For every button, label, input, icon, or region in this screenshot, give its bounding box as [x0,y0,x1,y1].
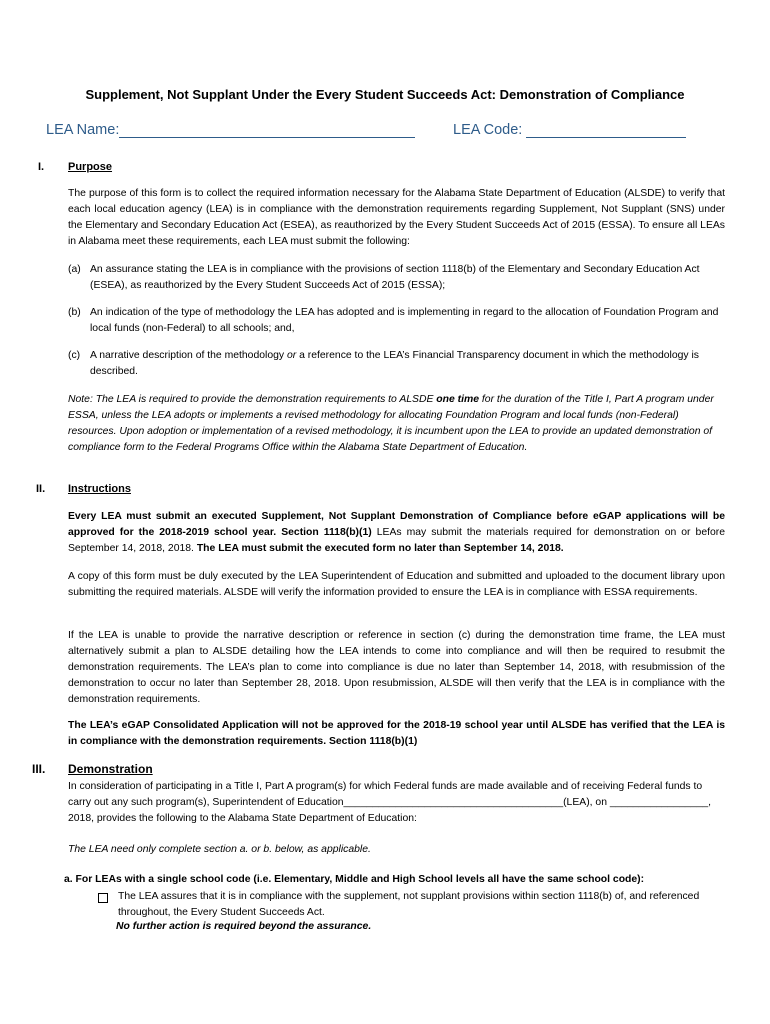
demo-text: , 2018, provides the following to the Alabama State Department of Education: [68,797,712,824]
section-1-heading: Purpose [68,161,113,173]
note-text: for the duration of the Title I, Part A program under ESSA, unless the LEA adopts or implements a revised methodology for allocating Foundation Program and local funds (non-Federal) resources. Upon adoption or implementation of a revised methodology, it is incumbent upon the LEA to provide an updated demonstration of compliance form to the Federal Programs Office within the Alabama State Department of Education. [68,394,714,453]
item-text [90,348,725,380]
purpose-note [68,392,725,456]
demonstration-p1 [68,779,725,827]
date-blank[interactable]: _________________ [609,797,709,808]
demonstration-instruction: The LEA need only complete section a. or b. below, as applicable. [68,844,371,855]
note-text: Note: The LEA is required to provide the demonstration requirements to ALSDE [68,394,437,405]
lea-code-field[interactable] [453,122,686,138]
section-3-heading: Demonstration [68,762,153,776]
purpose-item-c [68,348,725,380]
note-emphasis: one time [436,394,480,405]
instructions-bold: The LEA must submit the executed form no later than September 14, 2018. [196,543,564,554]
section-1-number: I. [38,161,45,173]
option-a-assurance: The LEA assures that it is in compliance with the supplement, not supplant provisions within section 1118(b) of, and referenced throughout, the Every Student Succeeds Act. [118,891,700,918]
instructions-p3: If the LEA is unable to provide the narrative description or reference in section (c) during the demonstration time frame, the LEA must alternatively submit a plan to ALSDE detailing how the LEA intends to come into compliance and will then be required to resubmit the demonstration requirements. The LEA’s plan to come into compliance is due no later than September 14, 2018, with resubmission of the demonstration to occur no later than September 28, 2018. Upon resubmission, ALSDE will then verify that the LEA is in compliance with the demonstration requirements. [68,630,725,705]
item-label: (b) [68,307,81,318]
purpose-item-b [68,305,725,337]
section-2-heading: Instructions [68,483,131,495]
item-label: (c) [68,350,81,361]
section-3-number: III. [32,762,46,776]
instructions-p4: The LEA’s eGAP Consolidated Application will not be approved for the 2018-19 school year until ALSDE has verified that the LEA is in compliance with the demonstration requirements. Section 1118(b)(1) [68,720,725,747]
demo-text: In consideration of participating in a Title I, Part A program(s) for which Federal funds are made available and of receiving Federal funds to carry out any such program(s), Superintendent of Education [68,781,703,808]
option-a-heading: a. For LEAs with a single school code (i.e. Elementary, Middle and High School levels all have the same school code): [64,874,645,885]
item-text: An assurance stating the LEA is in compliance with the provisions of section 1118(b) of the Elementary and Secondary Education Act (ESEA), as reauthorized by the Every Student Succeeds Act of 2015 (ESSA); [90,264,700,291]
assurance-checkbox[interactable] [98,893,108,903]
instructions-bold: Every LEA must submit an executed Supplement, Not Supplant Demonstration of Compliance before eGAP applications will be approved for the 2018-2019 school year. Section 1118(b)(1) [68,511,725,538]
item-text: An indication of the type of methodology the LEA has adopted and is implementing in regard to the allocation of Foundation Program and local funds (non-Federal) to all schools; and, [90,307,719,334]
document-title: Supplement, Not Supplant Under the Every Student Succeeds Act: Demonstration of Compliance [85,87,685,102]
section-2-number: II. [36,483,46,495]
instructions-text: LEAs may submit the materials required for demonstration on or before September 14, 2018, 2018. [68,527,725,554]
item-text-part: a reference to the LEA’s Financial Transparency document in which the methodology is described. [90,350,699,377]
lea-name-label: LEA Name: [46,122,120,138]
purpose-intro: The purpose of this form is to collect the required information necessary for the Alabama State Department of Education (ALSDE) to verify that each local education agency (LEA) is in compliance with the demonstration requirements regarding Supplement, Not Supplant (SNS) under the Elementary and Secondary Education Act (ESEA), as reauthorized by the Every Student Succeeds Act of 2015 (ESSA). To ensure all LEAs in Alabama meet these requirements, each LEA must submit the following: [68,188,725,247]
item-text-part: A narrative description of the methodology [90,350,287,361]
demo-text: (LEA), on [563,797,607,808]
option-a-note: No further action is required beyond the assurance. [116,921,372,932]
purpose-item-a [68,262,725,294]
superintendent-name-blank[interactable]: ______________________________________ [343,797,564,808]
lea-name-field[interactable] [46,122,415,138]
lea-code-label: LEA Code: [453,122,523,138]
lea-name-input-line[interactable] [119,123,415,138]
item-label: (a) [68,264,81,275]
instructions-p2: A copy of this form must be duly executed by the LEA Superintendent of Education and submitted and uploaded to the document library upon submitting the required materials. ALSDE will verify the information provided to ensure the LEA is in compliance with ESSA requirements. [68,571,725,598]
instructions-p1 [68,509,725,557]
item-text-or: or [286,350,297,361]
lea-code-input-line[interactable] [526,123,686,138]
